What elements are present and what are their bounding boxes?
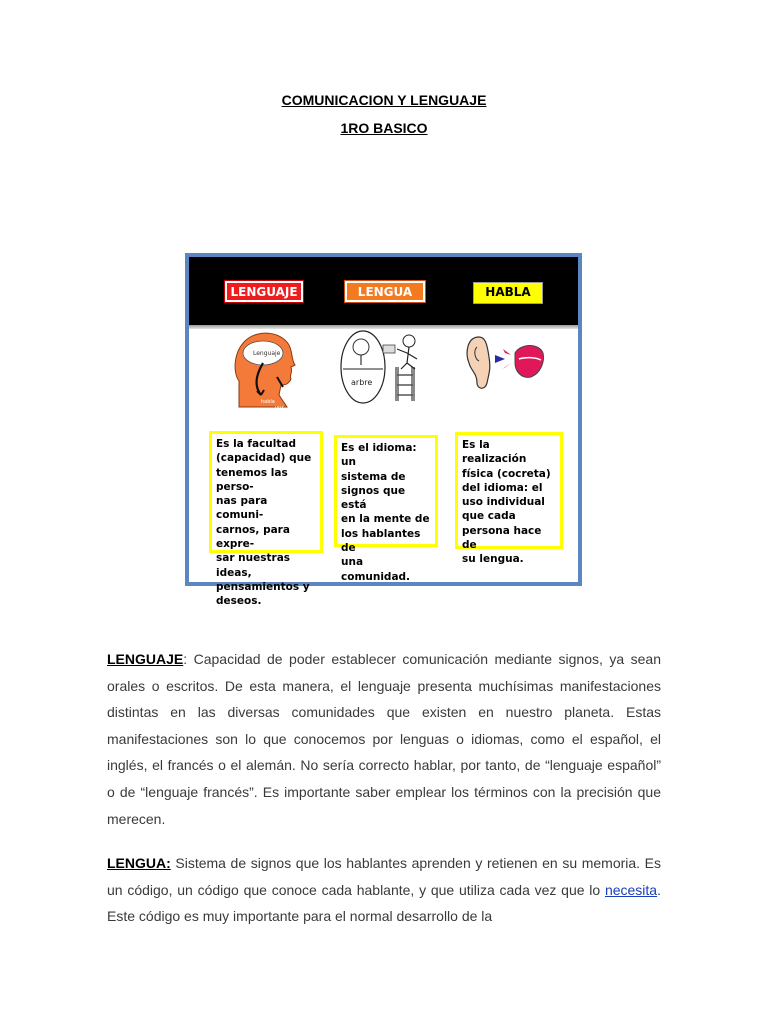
document-title: COMUNICACION Y LENGUAJE bbox=[281, 92, 487, 108]
sign-drawing-illustration bbox=[339, 329, 431, 405]
term-lengua: LENGUA: bbox=[107, 855, 171, 871]
document-subtitle: 1RO BASICO bbox=[340, 120, 428, 136]
term-lenguaje: LENGUAJE bbox=[107, 651, 184, 667]
concept-figure bbox=[185, 253, 582, 608]
label-lenguaje: LENGUAJE bbox=[225, 281, 303, 302]
necesita-link[interactable]: necesita bbox=[604, 881, 658, 898]
paragraph-lenguaje bbox=[107, 646, 661, 832]
definition-box-lenguaje: Es la facultad (capacidad) que tenemos las perso- nas para comuni- carnos, para expre- sar nuestras ideas, pensamientos y deseos. bbox=[209, 431, 323, 553]
head-profile-illustration bbox=[231, 329, 303, 413]
illus-text-arbre: arbre bbox=[351, 378, 373, 387]
label-lengua: LENGUA bbox=[345, 281, 425, 302]
paragraph-lengua bbox=[107, 850, 661, 930]
figure-canvas bbox=[189, 257, 578, 608]
illus-text-habla: habla bbox=[261, 399, 275, 405]
definition-box-lengua: Es el idioma: un sistema de signos que está en la mente de los hablantes de una comunidad. bbox=[334, 435, 438, 547]
definition-box-habla: Es la realización física (cocreta) del idioma: el uso individual que cada persona hace de su lengua. bbox=[455, 432, 563, 549]
illus-text-lenguaje: Lenguaje bbox=[253, 350, 281, 357]
ear-mouth-illustration bbox=[465, 333, 549, 393]
paragraph-lenguaje-text: : Capacidad de poder establecer comunicación mediante signos, ya sean orales o escritos. De esta manera, el lenguaje presenta muchísimas manifestaciones distintas en las diversas comunidades que existen en nuestro planeta. Estas manifestaciones son lo que conocemos por lenguas o idiomas, como el español, el inglés, el francés o el alemán. No sería correcto hablar, por tanto, de “lenguaje español” o de “lenguaje francés”. Es importante saber emplear los términos con la precisión que merecen. bbox=[107, 651, 661, 827]
label-habla: HABLA bbox=[473, 282, 543, 304]
illus-text-voz: voz bbox=[275, 405, 284, 411]
paragraph-lengua-text: Sistema de signos que los hablantes aprenden y retienen en su memoria. Es un código, un código que conoce cada hablante, y que utiliza cada vez que lo bbox=[107, 855, 661, 898]
paragraph-lengua-text-end: . Este código es muy importante para el normal desarrollo de la bbox=[107, 881, 661, 925]
